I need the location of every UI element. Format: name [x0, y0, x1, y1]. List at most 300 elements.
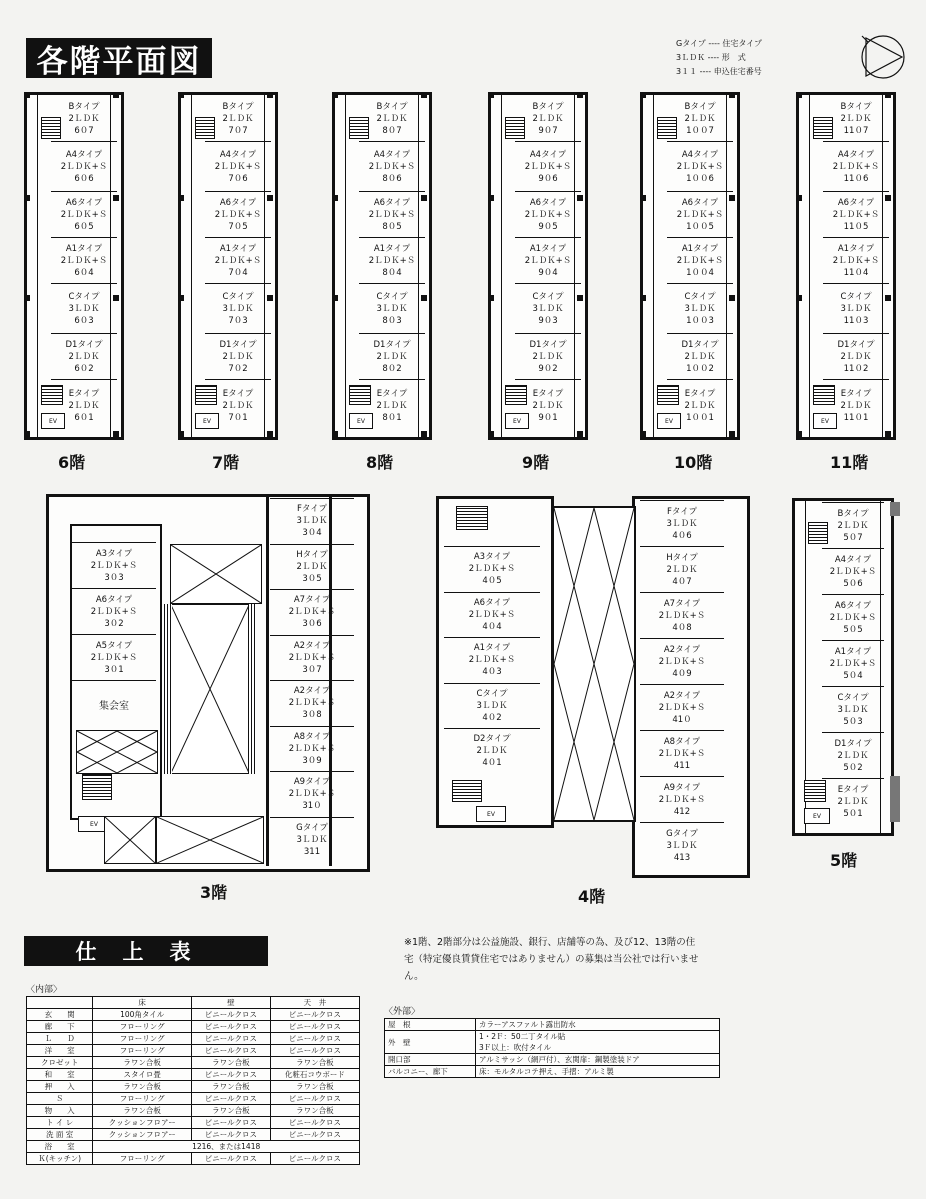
unit-layout: 2ＬＤＫ+Ｓ: [658, 610, 706, 621]
unit-number: 5０5: [843, 624, 863, 635]
column-mark: [488, 295, 494, 301]
elevator-icon: EV: [813, 413, 837, 429]
unit-number: 6０1: [74, 412, 94, 423]
unit-type: A6タイプ: [219, 197, 257, 208]
finish-cell: ビニールクロス: [192, 1009, 271, 1021]
unit-layout: 2ＬＤＫ: [684, 351, 716, 362]
finish-cell: フローリング: [93, 1033, 192, 1045]
unit-3０4: [270, 498, 354, 544]
unit-3０9: [270, 726, 354, 772]
unit-9０3: [515, 283, 581, 333]
unit-type: A2タイプ: [663, 690, 701, 701]
floor-label: 7階: [212, 453, 240, 472]
finish-cell: ビニールクロス: [270, 1093, 359, 1105]
exterior-finish-table: [384, 1018, 720, 1078]
unit-layout: 2ＬＤＫ+Ｓ: [90, 606, 138, 617]
unit-layout: 2ＬＤＫ+Ｓ: [658, 794, 706, 805]
column-mark: [178, 92, 184, 98]
unit-type: D1タイプ: [529, 339, 567, 350]
unit-number: 8０6: [382, 173, 402, 184]
unit-type: A7タイプ: [663, 598, 701, 609]
unit-type: Cタイプ: [684, 291, 716, 302]
unit-layout: 2ＬＤＫ: [684, 400, 716, 411]
interior-header: 壁: [192, 997, 271, 1009]
finish-cell: ビニールクロス: [192, 1033, 271, 1045]
unit-layout: 2ＬＤＫ: [837, 750, 869, 761]
column-mark: [640, 295, 646, 301]
legend: [676, 32, 846, 82]
unit-number: 41０: [672, 714, 692, 725]
unit-layout: 2ＬＤＫ+Ｓ: [90, 652, 138, 663]
stair-icon: [82, 774, 112, 800]
legend-form: 3ＬＤＫ ---- 形 式: [676, 53, 746, 62]
floor-3-planter-left: [164, 604, 172, 774]
unit-layout: 2ＬＤＫ+Ｓ: [524, 161, 572, 172]
unit-type: Bタイプ: [684, 102, 716, 112]
north-arrow-icon: [858, 32, 908, 82]
unit-number: 5０4: [843, 670, 863, 681]
unit-layout: 2ＬＤＫ+Ｓ: [60, 255, 108, 266]
unit-layout: 2ＬＤＫ+Ｓ: [832, 161, 880, 172]
table-row: [385, 1066, 720, 1078]
recruitment-note: ※1階、2階部分は公益施設、銀行、店舗等の為、及び12、13階の住宅（特定優良賃貸住宅ではありません）の募集は当公社では行いません。: [404, 937, 699, 982]
finish-cell: ラワン合板: [270, 1057, 359, 1069]
floor-4-label: 4階: [578, 887, 606, 906]
unit-5０2: [822, 732, 884, 778]
finish-cell: 100角タイル: [93, 1009, 192, 1021]
unit-9０6: [515, 141, 581, 191]
unit-number: 9０3: [538, 315, 558, 326]
finish-cell: フローリング: [93, 1093, 192, 1105]
table-row: [27, 1081, 360, 1093]
unit-type: Eタイプ: [68, 388, 100, 399]
unit-type: Cタイプ: [840, 291, 872, 302]
unit-number: 8０3: [382, 315, 402, 326]
unit-5０6: [822, 548, 884, 594]
unit-411: [640, 730, 724, 776]
elevator-icon: EV: [195, 413, 219, 429]
unit-type: Bタイプ: [837, 508, 869, 519]
column-mark: [885, 431, 891, 437]
unit-type: A6タイプ: [681, 197, 719, 208]
interior-header: 天 井: [270, 997, 359, 1009]
unit-type: A4タイプ: [681, 149, 719, 160]
column-mark: [332, 92, 338, 98]
unit-4０4: [444, 592, 540, 638]
unit-number: 7０1: [228, 412, 248, 423]
unit-type: Eタイプ: [840, 388, 872, 399]
stair-icon: [452, 780, 482, 802]
column-mark: [267, 431, 273, 437]
unit-type: Eタイプ: [376, 388, 408, 399]
room-name: 物 入: [27, 1105, 93, 1117]
floor-4-void: [552, 506, 636, 822]
unit-type: A7タイプ: [293, 595, 331, 606]
unit-layout: 3ＬＤＫ: [666, 518, 698, 529]
unit-number: 3０4: [302, 528, 322, 539]
tower-plan: [24, 92, 124, 440]
unit-number: 5０6: [843, 578, 863, 589]
unit-layout: 2ＬＤＫ: [684, 114, 716, 124]
bath-unit-size: 1216、または1418: [93, 1141, 360, 1153]
column-mark: [421, 431, 427, 437]
tower-plan: [332, 92, 432, 440]
unit-number: 11０4: [843, 267, 869, 278]
unit-4０3: [444, 637, 540, 683]
finish-cell: ラワン合板: [270, 1105, 359, 1117]
unit-number: 3０5: [302, 573, 322, 584]
unit-number: 1００4: [686, 267, 714, 278]
unit-8０5: [359, 191, 425, 237]
column-mark: [796, 92, 802, 98]
part-name: 外 壁: [385, 1031, 476, 1054]
unit-type: Cタイプ: [476, 688, 508, 699]
finish-cell: ビニールクロス: [270, 1033, 359, 1045]
finish-cell: ビニールクロス: [270, 1129, 359, 1141]
finish-cell: アルミサッシ（網戸付）、玄関扉：鋼製塗装ドア: [476, 1054, 720, 1066]
unit-number: 8０4: [382, 267, 402, 278]
finish-cell: ビニールクロス: [192, 1069, 271, 1081]
unit-type: Cタイプ: [222, 291, 254, 302]
column-mark: [178, 431, 184, 437]
unit-type: A1タイプ: [373, 243, 411, 254]
column-mark: [729, 295, 735, 301]
unit-number: 412: [673, 806, 691, 817]
finish-cell: ビニールクロス: [192, 1129, 271, 1141]
finish-table-title: 仕上表: [24, 936, 268, 966]
unit-layout: 2ＬＤＫ+Ｓ: [288, 652, 336, 663]
unit-41０: [640, 684, 724, 730]
column-mark: [178, 295, 184, 301]
unit-layout: 2ＬＤＫ: [476, 746, 508, 757]
unit-number: 11０7: [843, 126, 869, 136]
floor-5-marker: [890, 502, 900, 516]
unit-number: 3０7: [302, 664, 322, 675]
table-row: [27, 1069, 360, 1081]
table-row: [27, 1105, 360, 1117]
unit-type: A4タイプ: [373, 149, 411, 160]
floor-3-atrium: [170, 604, 250, 774]
elevator-icon: EV: [505, 413, 529, 429]
interior-finish-table: [26, 996, 360, 1165]
stair-icon: [804, 780, 826, 802]
stair-icon: [195, 117, 215, 139]
unit-3０5: [270, 544, 354, 590]
unit-layout: 2ＬＤＫ: [376, 400, 408, 411]
column-mark: [577, 431, 583, 437]
unit-11０2: [823, 333, 889, 379]
unit-layout: 2ＬＤＫ+Ｓ: [524, 209, 572, 220]
unit-type: Cタイプ: [837, 692, 869, 703]
unit-layout: 2ＬＤＫ: [840, 400, 872, 411]
unit-layout: 2ＬＤＫ+Ｓ: [214, 161, 262, 172]
tower-plan: [488, 92, 588, 440]
unit-number: 9０5: [538, 221, 558, 232]
finish-cell: ラワン合板: [192, 1105, 271, 1117]
column-mark: [640, 195, 646, 201]
unit-layout: 3ＬＤＫ: [296, 516, 328, 527]
column-mark: [24, 295, 30, 301]
column-mark: [885, 295, 891, 301]
column-mark: [421, 295, 427, 301]
unit-type: A1タイプ: [473, 643, 511, 654]
part-name: 開口部: [385, 1054, 476, 1066]
unit-11０6: [823, 141, 889, 191]
room-name: 浴 室: [27, 1141, 93, 1153]
unit-number: 4０2: [482, 712, 502, 723]
column-mark: [796, 195, 802, 201]
unit-layout: 2ＬＤＫ+Ｓ: [676, 255, 724, 266]
unit-8０2: [359, 333, 425, 379]
unit-layout: 2ＬＤＫ+Ｓ: [468, 564, 516, 575]
finish-cell: 床：モルタルコテ押え、手摺：アルミ製: [476, 1066, 720, 1078]
column-mark: [267, 195, 273, 201]
unit-layout: 3ＬＤＫ: [684, 303, 716, 314]
elevator-icon: EV: [78, 816, 110, 832]
floor-3-void-left: [76, 730, 158, 774]
unit-9０2: [515, 333, 581, 379]
column-mark: [729, 195, 735, 201]
table-row: [27, 1057, 360, 1069]
unit-6０3: [51, 283, 117, 333]
unit-type: A1タイプ: [219, 243, 257, 254]
unit-type: A6タイプ: [373, 197, 411, 208]
elevator-icon: EV: [657, 413, 681, 429]
floor-3-court: [170, 544, 262, 604]
floor-label: 6階: [58, 453, 86, 472]
unit-number: 5０2: [843, 762, 863, 773]
table-row: [27, 1117, 360, 1129]
unit-number: 7０5: [228, 221, 248, 232]
room-name: 洋 室: [27, 1045, 93, 1057]
finish-cell: ビニールクロス: [270, 1009, 359, 1021]
column-mark: [113, 92, 119, 98]
unit-layout: 3ＬＤＫ: [68, 303, 100, 314]
unit-number: 4０5: [482, 576, 502, 587]
room-name: Ｋ(キッチン): [27, 1153, 93, 1165]
unit-number: 4０9: [672, 668, 692, 679]
finish-cell: ビニールクロス: [270, 1045, 359, 1057]
floor-5-plan: [792, 498, 908, 836]
unit-5０1: [822, 778, 884, 824]
floor-3-void-bottom-b: [156, 816, 264, 864]
finish-cell: フローリング: [93, 1045, 192, 1057]
unit-type: Cタイプ: [532, 291, 564, 302]
unit-layout: 2ＬＤＫ+Ｓ: [368, 209, 416, 220]
column-mark: [24, 92, 30, 98]
unit-number: 7０6: [228, 173, 248, 184]
unit-type: A4タイプ: [65, 149, 103, 160]
table-row: [27, 1009, 360, 1021]
unit-type: A6タイプ: [95, 594, 133, 605]
unit-number: 7０4: [228, 267, 248, 278]
column-mark: [729, 431, 735, 437]
table-row: [27, 1129, 360, 1141]
unit-4０2: [444, 683, 540, 729]
unit-1００6: [667, 141, 733, 191]
unit-layout: 3ＬＤＫ: [476, 700, 508, 711]
unit-type: A5タイプ: [95, 640, 133, 651]
unit-number: 4０1: [482, 758, 502, 769]
unit-number: 11０5: [843, 221, 869, 232]
unit-type: A2タイプ: [663, 644, 701, 655]
unit-1００4: [667, 237, 733, 283]
unit-type: Bタイプ: [840, 102, 872, 112]
column-mark: [332, 295, 338, 301]
unit-number: 11０1: [843, 412, 869, 423]
unit-number: 7０7: [228, 126, 248, 136]
stair-icon: [657, 117, 677, 139]
unit-type: A3タイプ: [95, 548, 133, 559]
tower-plan: [796, 92, 896, 440]
room-name: クロゼット: [27, 1057, 93, 1069]
column-mark: [332, 195, 338, 201]
unit-3０6: [270, 589, 354, 635]
finish-cell: クッションフロアー: [93, 1117, 192, 1129]
unit-type: Fタイプ: [667, 506, 697, 517]
unit-3０1: [72, 634, 156, 680]
unit-6０5: [51, 191, 117, 237]
unit-number: 7０3: [228, 315, 248, 326]
unit-number: 31０: [302, 801, 322, 812]
column-mark: [796, 295, 802, 301]
unit-type: Fタイプ: [297, 504, 327, 515]
room-name: 和 室: [27, 1069, 93, 1081]
unit-number: 4０8: [672, 622, 692, 633]
unit-type: Bタイプ: [222, 102, 254, 112]
assembly-hall: [72, 680, 156, 732]
unit-type: Gタイプ: [666, 828, 698, 839]
unit-layout: 2ＬＤＫ+Ｓ: [90, 560, 138, 571]
room-name: 玄 関: [27, 1009, 93, 1021]
unit-layout: 2ＬＤＫ: [222, 400, 254, 411]
unit-11０5: [823, 191, 889, 237]
unit-number: 311: [303, 846, 321, 857]
unit-number: 9０7: [538, 126, 558, 136]
unit-number: 1００6: [686, 173, 714, 184]
unit-type: A1タイプ: [529, 243, 567, 254]
stair-icon: [456, 506, 488, 530]
floor-label: 8階: [366, 453, 394, 472]
unit-layout: 2ＬＤＫ+Ｓ: [368, 161, 416, 172]
unit-type: A3タイプ: [473, 552, 511, 563]
stair-icon: [657, 385, 679, 405]
unit-layout: 2ＬＤＫ: [666, 564, 698, 575]
column-mark: [577, 92, 583, 98]
finish-cell: ビニールクロス: [192, 1093, 271, 1105]
unit-layout: 2ＬＤＫ+Ｓ: [676, 209, 724, 220]
unit-type: A2タイプ: [293, 686, 331, 697]
floor-4-plan: [436, 496, 748, 876]
table-row: [27, 1093, 360, 1105]
floor-label: 10階: [674, 453, 713, 472]
unit-11０3: [823, 283, 889, 333]
column-mark: [796, 431, 802, 437]
elevator-icon: EV: [804, 808, 830, 824]
unit-type: Bタイプ: [376, 102, 408, 112]
unit-layout: 2ＬＤＫ: [222, 351, 254, 362]
column-mark: [640, 431, 646, 437]
unit-3０2: [72, 588, 156, 634]
finish-cell: ラワン合板: [192, 1057, 271, 1069]
floor-5-marker: [890, 776, 900, 822]
room-name: Ｓ: [27, 1093, 93, 1105]
unit-layout: 2ＬＤＫ+Ｓ: [832, 255, 880, 266]
unit-layout: 2ＬＤＫ+Ｓ: [468, 655, 516, 666]
unit-number: 11０6: [843, 173, 869, 184]
unit-413: [640, 822, 724, 868]
finish-cell: ラワン合板: [93, 1081, 192, 1093]
table-row: [385, 1054, 720, 1066]
unit-number: 9０4: [538, 267, 558, 278]
column-mark: [421, 92, 427, 98]
stair-icon: [41, 117, 61, 139]
column-mark: [577, 195, 583, 201]
column-mark: [729, 92, 735, 98]
unit-type: Gタイプ: [296, 822, 328, 833]
unit-layout: 2ＬＤＫ: [837, 520, 869, 531]
floor-label: 11階: [830, 453, 869, 472]
finish-cell: クッションフロアー: [93, 1129, 192, 1141]
unit-layout: 3ＬＤＫ: [532, 303, 564, 314]
unit-layout: 2ＬＤＫ+Ｓ: [658, 748, 706, 759]
unit-number: 4０6: [672, 530, 692, 541]
finish-cell: カラーアスファルト露出防水: [476, 1019, 720, 1031]
table-row: [27, 1045, 360, 1057]
unit-8０4: [359, 237, 425, 283]
unit-layout: 2ＬＤＫ+Ｓ: [832, 209, 880, 220]
finish-cell: ビニールクロス: [270, 1153, 359, 1165]
finish-cell: ビニールクロス: [270, 1117, 359, 1129]
room-name: ト イ レ: [27, 1117, 93, 1129]
unit-layout: 2ＬＤＫ+Ｓ: [60, 161, 108, 172]
unit-layout: 2ＬＤＫ: [376, 351, 408, 362]
unit-number: 9０1: [538, 412, 558, 423]
unit-number: 3０8: [302, 710, 322, 721]
column-mark: [267, 295, 273, 301]
elevator-icon: EV: [476, 806, 506, 822]
unit-layout: 2ＬＤＫ: [837, 796, 869, 807]
finish-cell: フローリング: [93, 1021, 192, 1033]
finish-cell: フローリング: [93, 1153, 192, 1165]
unit-type: D1タイプ: [373, 339, 411, 350]
stair-icon: [349, 117, 369, 139]
legend-type: Gタイプ ---- 住宅タイプ: [676, 39, 763, 48]
unit-number: 411: [673, 760, 691, 771]
unit-number: 1００7: [686, 126, 714, 136]
unit-layout: 2ＬＤＫ+Ｓ: [60, 209, 108, 220]
unit-5０7: [822, 502, 884, 548]
unit-6０4: [51, 237, 117, 283]
column-mark: [885, 92, 891, 98]
unit-type: A8タイプ: [293, 731, 331, 742]
finish-cell: 化粧石コウボード: [270, 1069, 359, 1081]
unit-number: 8０7: [382, 126, 402, 136]
unit-layout: 2ＬＤＫ: [296, 561, 328, 572]
unit-8０3: [359, 283, 425, 333]
finish-cell: ビニールクロス: [192, 1045, 271, 1057]
unit-number: 6０5: [74, 221, 94, 232]
unit-number: 1００3: [686, 315, 714, 326]
unit-type: A1タイプ: [834, 646, 872, 657]
unit-layout: 2ＬＤＫ+Ｓ: [829, 612, 877, 623]
unit-7０2: [205, 333, 271, 379]
unit-type: Cタイプ: [376, 291, 408, 302]
column-mark: [640, 92, 646, 98]
unit-number: 6０7: [74, 126, 94, 136]
stair-icon: [41, 385, 63, 405]
unit-layout: 2ＬＤＫ+Ｓ: [676, 161, 724, 172]
